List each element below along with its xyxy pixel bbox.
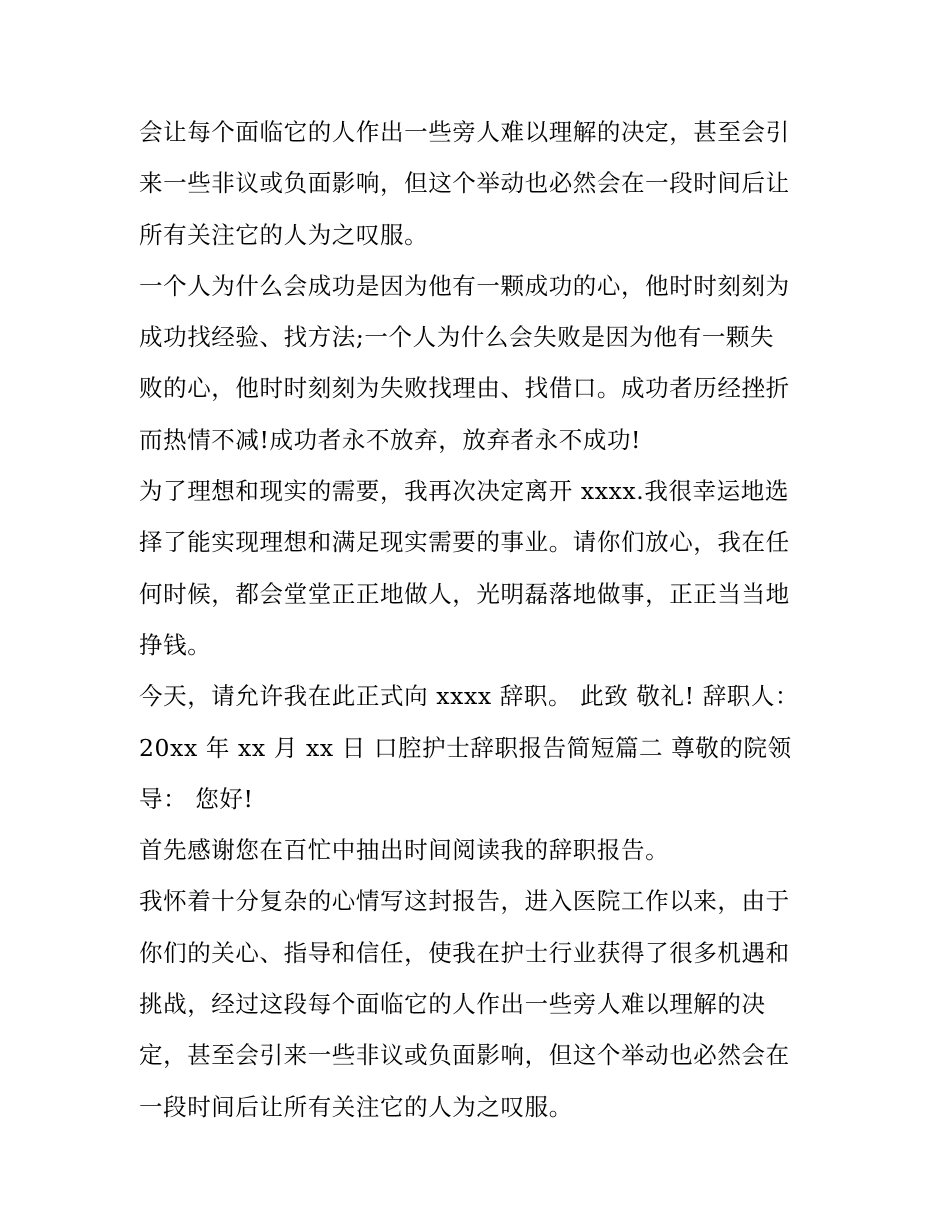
text-line: 挣钱。 <box>139 630 212 659</box>
text-line: 为了理想和现实的需要，我再次决定离开 xxxx.我很幸运地选 <box>139 477 789 506</box>
text-line: 首先感谢您在百忙中抽出时间阅读我的辞职报告。 <box>139 836 670 865</box>
text-line: 导： 您好! <box>139 784 254 813</box>
text-line: 我怀着十分复杂的心情写这封报告，进入医院工作以来，由于 <box>139 887 790 916</box>
text-line: 而热情不减!成功者永不放弃，放弃者永不成功! <box>139 425 642 454</box>
text-line: 成功找经验、找方法;一个人为什么会失败是因为他有一颗失 <box>139 323 775 352</box>
text-line: 定，甚至会引来一些非议或负面影响，但这个举动也必然会在 <box>139 1041 790 1070</box>
text-line: 20xx 年 xx 月 xx 日 口腔护士辞职报告简短篇二 尊敬的院领 <box>139 733 792 762</box>
text-line: 何时候，都会堂堂正正地做人，光明磊落地做事，正正当当地 <box>139 579 790 608</box>
text-line: 所有关注它的人为之叹服。 <box>139 220 429 249</box>
text-line: 你们的关心、指导和信任，使我在护士行业获得了很多机遇和 <box>139 938 790 967</box>
text-line: 败的心，他时时刻刻为失败找理由、找借口。成功者历经挫折 <box>139 374 790 403</box>
text-line: 会让每个面临它的人作出一些旁人难以理解的决定，甚至会引 <box>139 118 790 146</box>
text-line: 今天，请允许我在此正式向 xxxx 辞职。 此致 敬礼! 辞职人： <box>139 682 800 711</box>
text-line: 挑战，经过这段每个面临它的人作出一些旁人难以理解的决 <box>139 990 766 1019</box>
text-line: 一个人为什么会成功是因为他有一颗成功的心，他时时刻刻为 <box>139 271 790 300</box>
text-line: 择了能实现理想和满足现实需要的事业。请你们放心，我在任 <box>139 528 790 557</box>
document-body <box>139 107 819 1133</box>
text-line: 一段时间后让所有关注它的人为之叹服。 <box>139 1092 573 1121</box>
text-line: 来一些非议或负面影响，但这个举动也必然会在一段时间后让 <box>139 169 790 198</box>
